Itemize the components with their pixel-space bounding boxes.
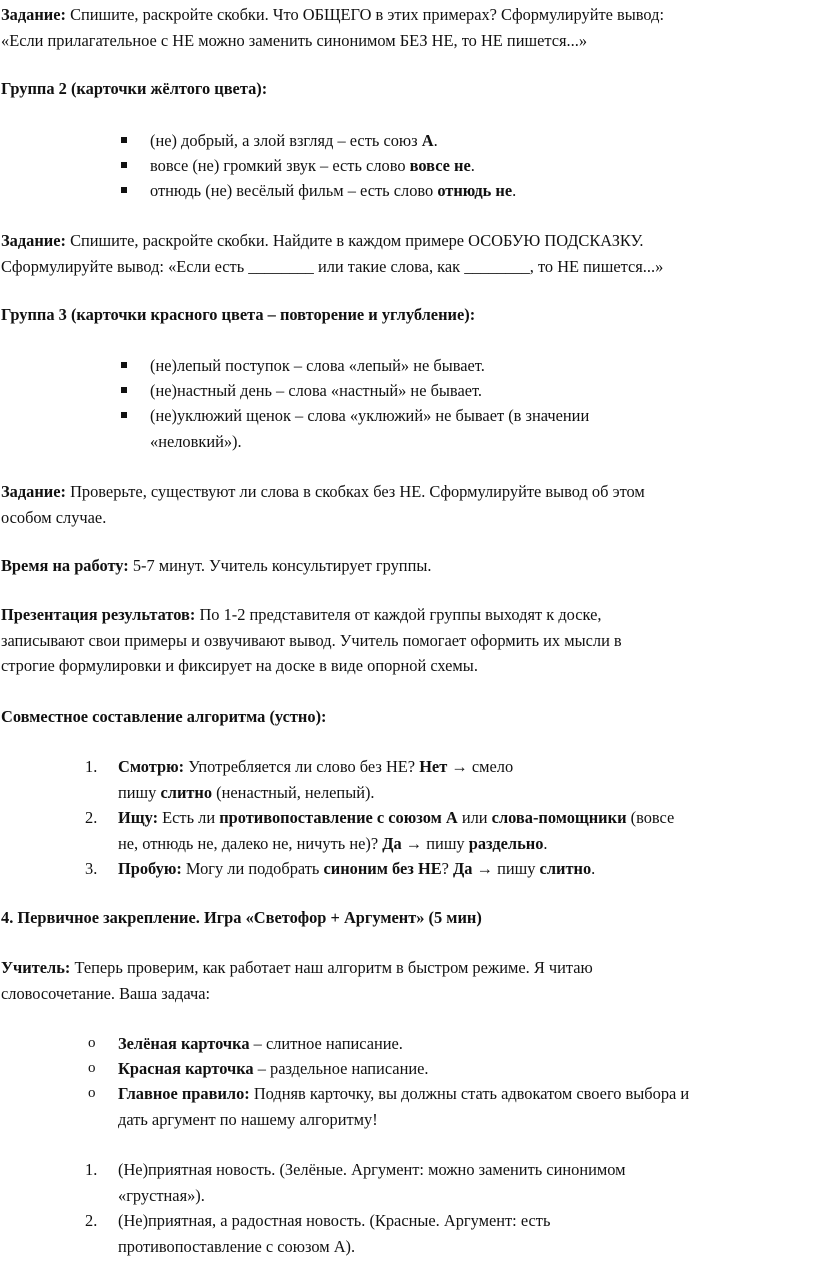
algorithm-step: 3. Пробую: Могу ли подобрать синоним без НЕ? Да → пишу слитно. xyxy=(85,859,596,878)
list-item: (не)лепый поступок – слова «лепый» не бывает. xyxy=(150,353,810,379)
presentation-paragraph: Презентация результатов: По 1-2 представителя от каждой группы выходят к доске, записывают свои примеры и озвучивают вывод. Учитель помогает оформить их мысли в строгие формулировки и фиксирует на доске в виде опорной схемы. xyxy=(1,605,622,675)
list-item: отнюдь (не) весёлый фильм – есть слово отнюдь не. xyxy=(150,178,810,204)
algorithm-step: 2. Ищу: Есть ли противопоставление с союзом А или слова-помощники (вовсе не, отнюдь не, далеко не, ничуть не)? Да → пишу раздельно. xyxy=(85,808,675,853)
task-paragraph-1: Задание: Спишите, раскройте скобки. Что ОБЩЕГО в этих примерах? Сформулируйте вывод: «Если прилагательное с НЕ можно заменить синонимом БЕЗ НЕ, то НЕ пишется...» xyxy=(1,5,665,50)
time-paragraph: Время на работу: 5-7 минут. Учитель консультирует группы. xyxy=(1,556,432,575)
circle-bullet-icon: o xyxy=(88,1085,96,1101)
list-item: (не) добрый, а злой взгляд – есть союз А. xyxy=(150,128,810,154)
task-label: Задание: xyxy=(1,482,66,501)
task-paragraph-3: Задание: Проверьте, существуют ли слова в скобках без НЕ. Сформулируйте вывод об этом особом случае. xyxy=(1,482,645,527)
group3-heading: Группа 3 (карточки красного цвета – повторение и углубление): xyxy=(1,305,476,324)
bullet-icon xyxy=(121,362,127,368)
example-item: 1. (Не)приятная новость. (Зелёные. Аргумент: можно заменить синонимом «грустная»). xyxy=(85,1160,626,1205)
task-paragraph-2: Задание: Спишите, раскройте скобки. Найдите в каждом примере ОСОБУЮ ПОДСКАЗКУ. Сформулируйте вывод: «Если есть ________ или такие слова, как ________, то НЕ пишется...» xyxy=(1,231,664,276)
teacher-paragraph: Учитель: Теперь проверим, как работает наш алгоритм в быстром режиме. Я читаю словосочетание. Ваша задача: xyxy=(1,958,593,1003)
bullet-icon xyxy=(121,137,127,143)
circle-bullet-icon: o xyxy=(88,1060,96,1076)
bullet-icon xyxy=(121,387,127,393)
bullet-icon xyxy=(121,162,127,168)
list-item: (не)настный день – слова «настный» не бывает. xyxy=(150,378,810,404)
task-label: Задание: xyxy=(1,5,66,24)
bullet-icon xyxy=(121,412,127,418)
list-item: o Главное правило: Подняв карточку, вы должны стать адвокатом своего выбора и дать аргумент по нашему алгоритму! xyxy=(118,1081,810,1132)
algorithm-step: 1. Смотрю: Употребляется ли слово без НЕ? Нет → смело пишу слитно (ненастный, нелепый). xyxy=(85,757,514,802)
section-4-heading: 4. Первичное закрепление. Игра «Светофор + Аргумент» (5 мин) xyxy=(1,908,482,927)
example-item: 2. (Не)приятная, а радостная новость. (Красные. Аргумент: есть противопоставление с союзом А). xyxy=(85,1211,551,1256)
list-item: o Красная карточка – раздельное написание. xyxy=(118,1056,810,1082)
algorithm-heading: Совместное составление алгоритма (устно): xyxy=(1,707,327,726)
list-item: o Зелёная карточка – слитное написание. xyxy=(118,1031,810,1057)
circle-bullet-icon: o xyxy=(88,1035,96,1051)
list-item: (не)уклюжий щенок – слова «уклюжий» не бывает (в значении «неловкий»). xyxy=(150,403,810,454)
list-item: вовсе (не) громкий звук – есть слово вовсе не. xyxy=(150,153,810,179)
group2-heading: Группа 2 (карточки жёлтого цвета): xyxy=(1,79,268,98)
task-label: Задание: xyxy=(1,231,66,250)
bullet-icon xyxy=(121,187,127,193)
